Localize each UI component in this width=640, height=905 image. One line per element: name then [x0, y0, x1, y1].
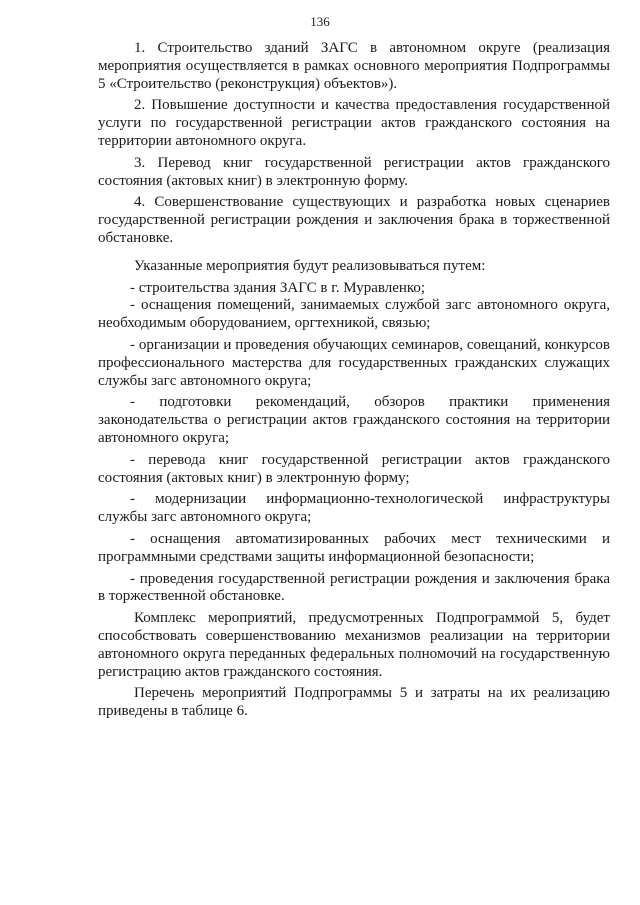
dash-item-4: - подготовки рекомендаций, обзоров практики применения законодательства о регистрации актов гражданского состояния на территории автономного округа; [98, 394, 610, 446]
measures-intro: Указанные мероприятия будут реализовываться путем: [134, 257, 486, 274]
numbered-item-2: 2. Повышение доступности и качества предоставления государственной услуги по государственной регистрации актов гражданского состояния на территории автономного округа. [98, 97, 610, 149]
closing-paragraph-2: Перечень мероприятий Подпрограммы 5 и затраты на их реализацию приведены в таблице 6. [98, 685, 610, 720]
dash-item-3: - организации и проведения обучающих семинаров, совещаний, конкурсов профессионального мастерства для государственных гражданских служащих службы загс автономного округа; [98, 336, 610, 389]
dash-item-5: - перевода книг государственной регистрации актов гражданского состояния (актовых книг) в электронную форму; [98, 451, 610, 486]
page-body [98, 40, 610, 725]
dash-item-8: - проведения государственной регистрации рождения и заключения брака в торжественной обстановке. [98, 570, 610, 605]
dash-item-7: - оснащения автоматизированных рабочих мест техническими и программными средствами защиты информационной безопасности; [98, 530, 610, 565]
numbered-item-1: 1. Строительство зданий ЗАГС в автономном округе (реализация мероприятия осуществляется в рамках основного мероприятия Подпрограммы 5 «Строительство (реконструкция) объектов»). [98, 40, 610, 92]
dash-item-6: - модернизации информационно-технологической инфраструктуры службы загс автономного округа; [98, 491, 610, 526]
numbered-item-4: 4. Совершенствование существующих и разработка новых сценариев государственной регистрации рождения и заключения брака в торжественной обстановке. [98, 194, 610, 246]
dash-item-1: - строительства здания ЗАГС в г. Муравленко; [130, 279, 426, 296]
page-number: 136 [310, 14, 330, 29]
closing-paragraph-1: Комплекс мероприятий, предусмотренных Подпрограммой 5, будет способствовать совершенствованию механизмов реализации на территории автономного округа переданных федеральных полномочий на государственную регистрацию актов гражданского состояния. [98, 610, 610, 680]
dash-item-2: - оснащения помещений, занимаемых службой загс автономного округа, необходимым оборудованием, оргтехникой, связью; [98, 297, 610, 332]
numbered-item-3: 3. Перевод книг государственной регистрации актов гражданского состояния (актовых книг) в электронную форму. [98, 154, 610, 189]
